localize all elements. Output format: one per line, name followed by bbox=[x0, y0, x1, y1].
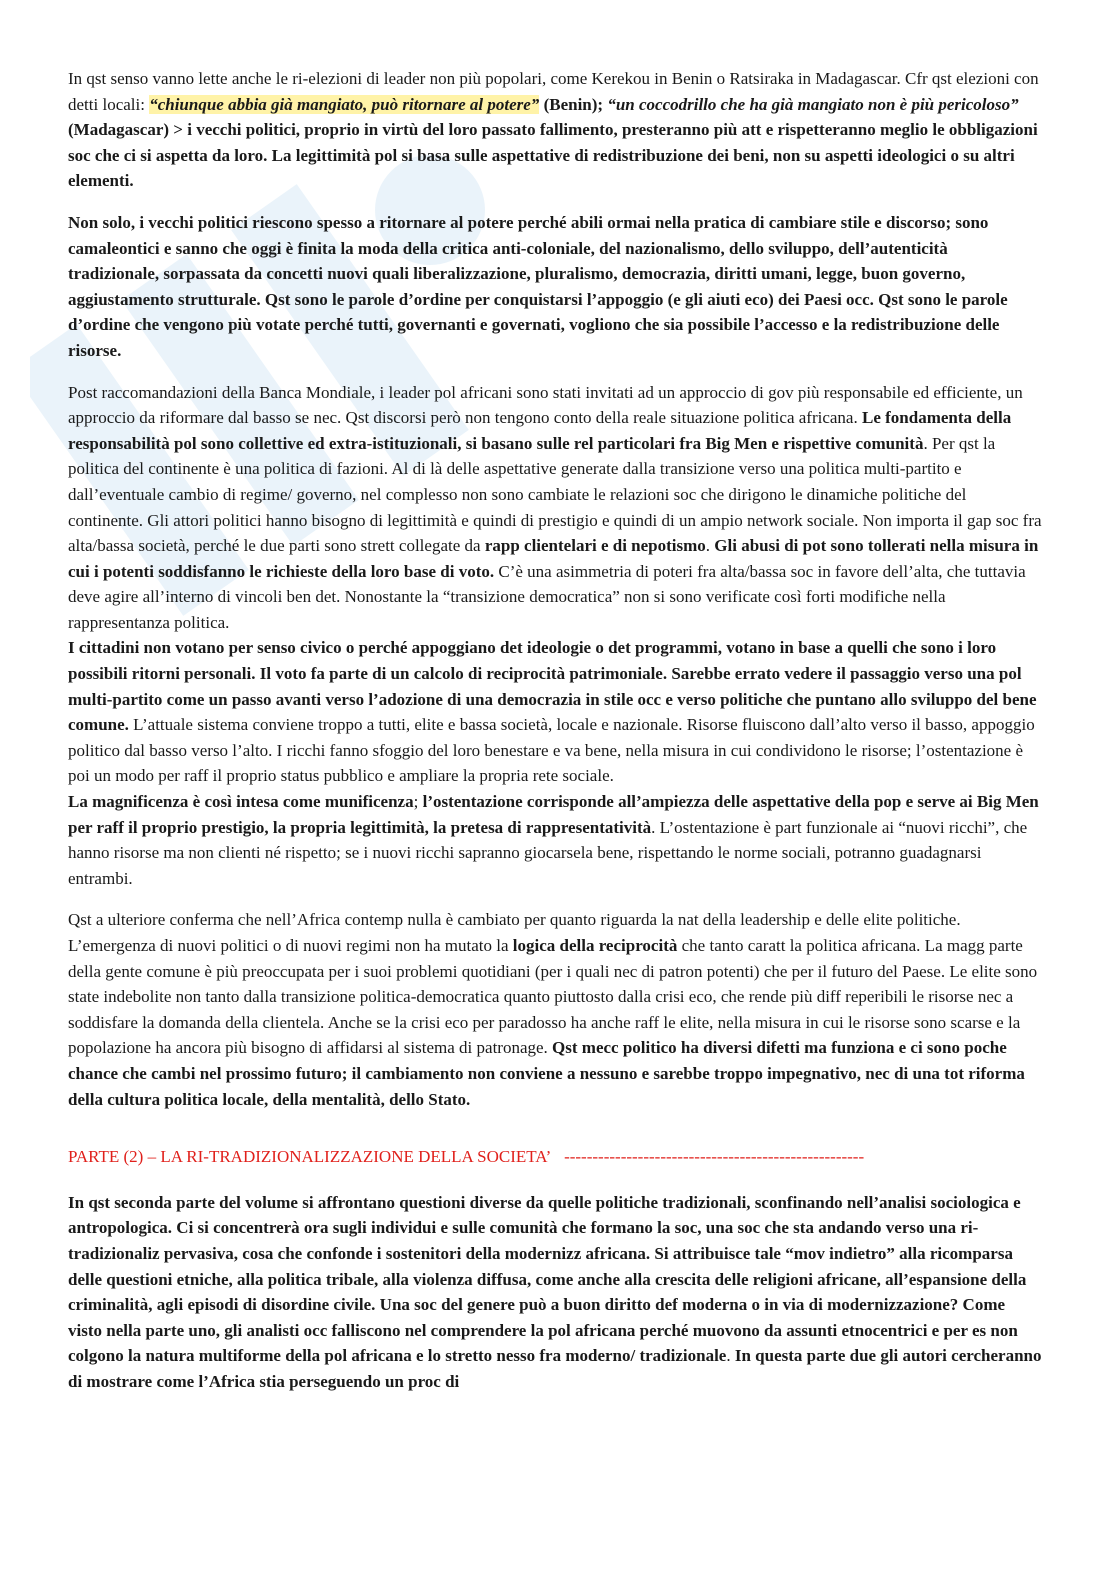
p7-text-c: In questa parte due gli autori cercheranno di mostrare come l’Africa stia perseguendo un proc di bbox=[68, 1346, 1042, 1391]
paragraph-5 bbox=[68, 789, 1043, 891]
paragraph-1 bbox=[68, 66, 1043, 194]
p1-quote-benin: “chiunque abbia già mangiato, può ritornare al potere” bbox=[149, 94, 540, 114]
p5-text-c: l’ostentazione corrisponde all’ampiezza delle aspettative della pop e serve ai Big Men per raff il proprio prestigio, la propria legittimità, la pretesa di rappresentatività bbox=[68, 792, 1039, 837]
paragraph-2 bbox=[68, 210, 1043, 364]
p5-text-a: La magnificenza è così intesa come munificenza bbox=[68, 792, 414, 812]
p4-text-a: I cittadini non votano per senso civico o perché appoggiano det ideologie o det programmi, votano in base a quelli che sono i loro possibili ritorni personali. Il voto fa parte di un calcolo di reciprocità patrimoniale. Sarebbe errato vedere il passaggio verso una pol multi-partito come un passo avanti verso l’adozione di una democrazia in stile occ e verso politiche che puntano allo sviluppo del bene comune. bbox=[68, 638, 1037, 735]
p3-text-f: Gli abusi di pot sono tollerati nella misura in cui i potenti soddisfanno le richieste della loro base di voto. bbox=[68, 536, 1039, 581]
p2-text: Non solo, i vecchi politici riescono spesso a ritornare al potere perché abili ormai nella pratica di cambiare stile e discorso; sono camaleontici e sanno che oggi è finita la moda della critica anti-coloniale, del nazionalismo, dello sviluppo, dell’autenticità tradizionale, sorpassata da concetti nuovi quali liberalizzazione, pluralismo, democrazia, diritti umani, legge, buon governo, aggiustamento strutturale. Qst sono le parole d’ordine per conquistarsi l’appoggio (e gli aiuti eco) dei Paesi occ. Qst sono le parole d’ordine che vengono più votate perché tutti, governanti e governati, vogliono che sia possibile l’accesso e la redistribuzione delle risorse. bbox=[68, 212, 1008, 360]
p6-text-b: logica della reciprocità bbox=[512, 936, 678, 955]
section-heading-parte-2 bbox=[68, 1144, 1043, 1170]
paragraph-4 bbox=[68, 635, 1043, 789]
paragraph-6 bbox=[68, 907, 1043, 1112]
section-dashes: ----------------------------------------------------- bbox=[564, 1147, 865, 1167]
p1-text-c: (Madagascar) > i vecchi politici, proprio in virtù del loro passato fallimento, presteranno più att e rispetteranno meglio le obbligazioni soc che ci si aspetta da loro. La legittimità pol si basa sulle aspettative di redistribuzione dei beni, non su aspetti ideologici o su altri elementi. bbox=[68, 120, 1038, 191]
paragraph-7 bbox=[68, 1190, 1043, 1395]
p5-text-b: ; bbox=[413, 792, 423, 812]
p6-text-d: Qst mecc politico ha diversi difetti ma funziona e ci sono poche chance che cambi nel prossimo futuro; il cambiamento non conviene a nessuno e sarebbe troppo impegnativo, nec di una tot riforma della cultura politica locale, della mentalità, dello Stato. bbox=[68, 1038, 1025, 1109]
p5-text-d: . L’ostentazione è part funzionale ai “nuovi ricchi”, che hanno risorse ma non clienti né rispetto; se i nuovi ricchi sapranno giocarsela bene, rispettando le norme sociali, potranno guadagnarsi entrambi. bbox=[68, 817, 1028, 888]
p7-text-a: In qst seconda parte del volume si affrontano questioni diverse da quelle politiche tradizionali, sconfinando nell’analisi sociologica e antropologica. Ci si concentrerà ora sugli individui e sulle comunità che formano la soc, una soc che sta andando verso una ri-tradizionaliz pervasiva, cosa che confonde i sostenitori della modernizz africana. Si attribuisce tale “mov indietro” alla ricomparsa delle questioni etniche, alla politica tribale, alla violenza diffusa, come anche alla crescita delle religioni africane, all’espansione della criminalità, agli episodi di disordine civile. Una soc del genere può a buon diritto def moderna o in via di modernizzazione? Come visto nella parte uno, gli analisti occ falliscono nel comprendere la pol africana perché muovono da assunti etnocentrici e per es non colgono la natura multiforme della pol africana e lo stretto nesso fra moderno/ tradizionale bbox=[68, 1192, 1027, 1366]
p6-text-c: che tanto caratt la politica africana. La magg parte della gente comune è più preoccupata per i suoi problemi quotidiani (per i quali nec di patron potenti) che per il futuro del Paese. Le elite sono state indebolite non tanto dalla transizione politica-democratica quanto piuttosto dalla crisi eco, che rende più diff reperibili le risorse nec a soddisfare la domanda della clientela. Anche se la crisi eco per paradosso ha anche raff le elite, nella misura in cui le risorse sono scarse e la popolazione ha ancora più bisogno di affidarsi al sistema di patronage. bbox=[68, 936, 1038, 1058]
p1-text-a: In qst senso vanno lette anche le ri-elezioni di leader non più popolari, come Kerekou in Benin o Ratsiraka in Madagascar. Cfr qst elezioni con detti locali: bbox=[68, 69, 1039, 114]
p3-text-g: C’è una asimmetria di poteri fra alta/bassa soc in favore dell’alta, che tuttavia deve agire all’interno di vincoli ben det. Nonostante la “transizione democratica” non si sono verificate così forti modifiche nella rappresentanza politica. bbox=[68, 561, 1026, 632]
p6-text-a: Qst a ulteriore conferma che nell’Africa contemp nulla è cambiato per quanto riguarda la nat della leadership e delle elite politiche. L’emergenza di nuovi politici o di nuovi regimi non ha mutato la bbox=[68, 910, 961, 955]
p1-text-b: (Benin); bbox=[539, 94, 608, 114]
p3-text-c: . Per qst la politica del continente è una politica di fazioni. Al di là delle aspettative generate dalla transizione verso una politica multi-partito e dall’eventuale cambio di regime/ governo, nel complesso non sono cambiate le relazioni soc che dirigono le dinamiche politiche del continente. Gli attori politici hanno bisogno di legittimità e quindi di prestigio e quindi di un ampio network sociale. Non importa il gap soc fra alta/bassa società, perché le due parti sono strett collegate da bbox=[68, 433, 1042, 556]
p3-text-a: Post raccomandazioni della Banca Mondiale, i leader pol africani sono stati invitati ad un approccio di gov più responsabile ed efficiente, un approccio da riformare dal basso se nec. Qst discorsi però non tengono conto della reale situazione politica africana. bbox=[68, 382, 1023, 428]
section-title: PARTE (2) – LA RI-TRADIZIONALIZZAZIONE DELLA SOCIETA’ bbox=[68, 1147, 552, 1167]
p7-text-b: . bbox=[726, 1346, 735, 1366]
p1-quote-madagascar: “un coccodrillo che ha già mangiato non è più pericoloso” bbox=[607, 94, 1019, 114]
p3-text-d: rapp clientelari e di nepotismo bbox=[484, 536, 706, 556]
p4-text-b: L’attuale sistema conviene troppo a tutti, elite e bassa società, locale e nazionale. Risorse fluiscono dall’alto verso il basso, appoggio politico dal basso verso l’alto. I ricchi fanno sfoggio del loro benestare e va bene, nella misura in cui condividono le risorse; l’ostentazione è poi un modo per raff il proprio status pubblico e ampliare la propria rete sociale. bbox=[68, 715, 1035, 786]
p3-text-e: . bbox=[705, 536, 715, 556]
paragraph-3 bbox=[68, 380, 1043, 636]
document-page bbox=[68, 66, 1043, 1395]
p3-text-b: Le fondamenta della responsabilità pol sono collettive ed extra-istituzionali, si basano sulle rel particolari fra Big Men e rispettive comunità bbox=[68, 408, 1012, 453]
